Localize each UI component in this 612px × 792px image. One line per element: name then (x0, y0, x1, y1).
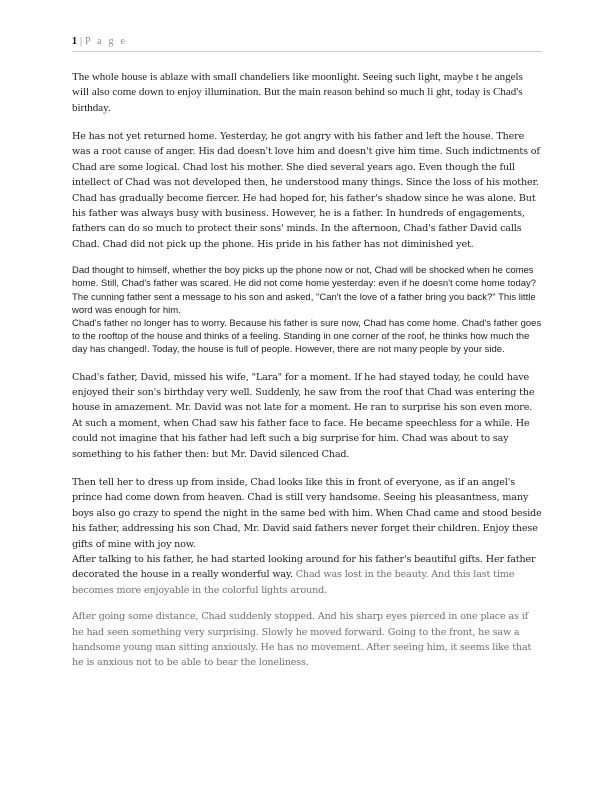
page-label: P a g e (85, 36, 127, 47)
paragraph-chad-anger: He has not yet returned home. Yesterday, he got angry with his father and left the house. There was a root cause of anger. His dad doesn't love him and doesn't give him time. Such indictments of Chad are some logical. Chad lost his mother. She died several years ago. Even though the full intellect of Chad was not developed then, he understood many things. Since the loss of his mother. Chad has gradually become fiercer. He had hoped for, his father's shadow since he was alone. But his father was always busy with business. However, he is a father. In hundreds of engagements, fathers can do so much to protect their sons' minds. In the afternoon, Chad's father David calls Chad. Chad did not pick up the phone. His pride in his father has not diminished yet. (72, 130, 540, 250)
paragraph-dress-up: Then tell her to dress up from inside, Chad looks like this in front of everyone, as if an angel's prince had come down from heaven. Chad is still very handsome. Seeing his pleasantness, many boys also go crazy to spend the night in the same bed with him. When Chad came and stood beside his father, addressing his son Chad, Mr. David said fathers never forget their children. Enjoy these gifts of mine with joy now. (72, 477, 542, 550)
page-number: 1 (72, 36, 77, 47)
page-header (72, 36, 542, 52)
paragraph-father-rooftop: Chad's father no longer has to worry. Because his father is sure now, Chad has come home. Chad's father goes to the rooftop of the house and thinks of a feeling. Standing in one corner of the roof, he thinks how much the day has changed!. Today, the house is full of people. However, there are not many people by your side. (72, 317, 542, 356)
paragraph-dad-thought: Dad thought to himself, whether the boy picks up the phone now or not, Chad will be shocked when he comes home. Still, Chad's father was scared. He did not come home yesterday: even if he doesn't come home today? The cunning father sent a message to his son and asked, "Can't the love of a father bring you back?" This little word was enough for him. (72, 265, 537, 316)
paragraph-intro: The whole house is ablaze with small chandeliers like moonlight. Seeing such light, maybe t he angels will also come down to enjoy illumination. But the main reason behind so much li ght, today is Chad's birthday. (72, 71, 523, 114)
paragraph-chad-stopped: After going some distance, Chad suddenly stopped. And his sharp eyes pierced in one place as if he had seen something very surprising. Slowly he moved forward. Going to the front, he saw a handsome young man sitting anxiously. He has no movement. After seeing him, it seems like that he is anxious not to be able to bear the loneliness. (72, 611, 532, 669)
gifts-text-gray: Chad was lost in the beauty. And this last time becomes more enjoyable in the colorful lights around. (72, 569, 515, 596)
paragraph-david-lara: Chad's father, David, missed his wife, "Lara" for a moment. If he had stayed today, he could have enjoyed their son's birthday very well. Suddenly, he saw from the roof that Chad was entering the house in amazement. Mr. David was not late for a moment. He ran to surprise his son even more. At such a moment, when Chad saw his father face to face. He became speechless for a while. He could not imagine that his father had left such a big surprise for him. Chad was about to say something to his father then: but Mr. David silenced Chad. (72, 371, 535, 460)
gifts-text: After talking to his father, he had started looking around for his father's beautiful gifts. Her father decorated the house in a really wonderful way. (72, 554, 536, 581)
header-separator: | (80, 36, 83, 47)
paragraph-gifts (72, 552, 542, 598)
document-body (72, 70, 542, 682)
